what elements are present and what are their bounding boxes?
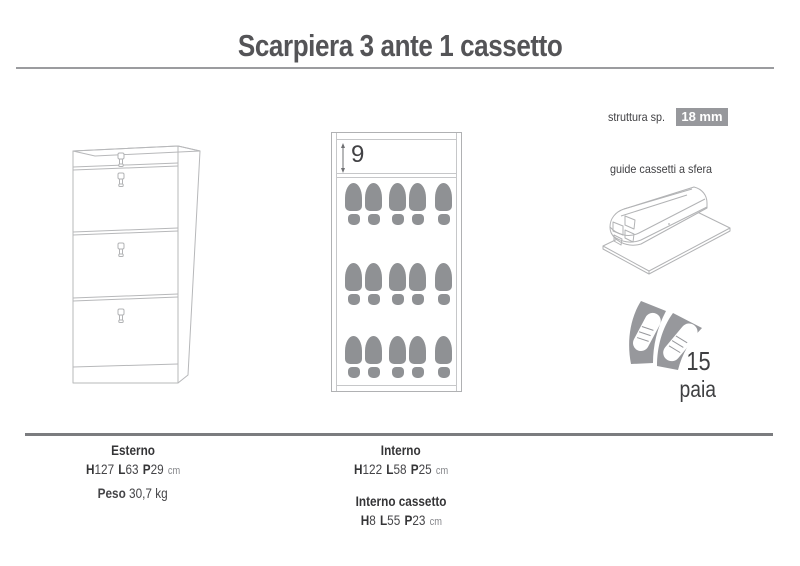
footprint-sole-icon [435, 263, 452, 307]
footprint-sole-icon [365, 336, 382, 380]
footprint-sole-icon [389, 183, 406, 227]
spec-block-esterno [33, 442, 233, 501]
footprint-row [345, 263, 452, 307]
footprint-row [345, 336, 452, 380]
footprint-sole-icon [435, 183, 452, 227]
interno-title: Interno [381, 442, 421, 458]
footprint-sole-icon [409, 263, 426, 307]
interno-cassetto-dimensions: H8 L55 P23 cm [360, 511, 442, 528]
key-handle-icon [118, 153, 124, 323]
struttura-label: struttura sp. [608, 110, 666, 124]
spec-block-interno [301, 442, 501, 528]
interior-bottom-panel-line [336, 385, 457, 386]
footprint-sole-icon [389, 336, 406, 380]
capacity-note [661, 348, 735, 401]
footprint-sole-icon [345, 263, 362, 307]
specs-divider-line [25, 433, 773, 436]
interior-left-panel-line [336, 133, 337, 391]
footprint-sole-icon [409, 183, 426, 227]
struttura-thickness-badge: 18 mm [676, 108, 727, 126]
footprint-sole-icon [365, 263, 382, 307]
cabinet-front-illustration [70, 134, 202, 386]
title-divider-line [16, 67, 774, 69]
peso-line: Peso 30,7 kg [98, 484, 168, 501]
interior-top-panel-line [336, 139, 457, 140]
drawer-height-value: 9 [351, 141, 365, 168]
guide-label: guide cassetti a sfera [610, 162, 713, 176]
interior-right-panel-line [456, 133, 457, 391]
capacity-unit: paia [679, 376, 717, 402]
drawer-divider-line [336, 177, 457, 178]
struttura-spec [608, 108, 728, 126]
esterno-dimensions: H127 L63 P29 cm [85, 461, 181, 478]
footprint-sole-icon [409, 336, 426, 380]
page-title: Scarpiera 3 ante 1 cassetto [237, 28, 563, 63]
interno-cassetto-title: Interno cassetto [355, 492, 447, 509]
capacity-value: 15 [685, 346, 711, 376]
footprint-sole-icon [389, 263, 406, 307]
drawer-guide-icon [597, 186, 735, 276]
footprint-sole-icon [365, 183, 382, 227]
drawer-divider-line [336, 173, 457, 174]
footprint-sole-icon [345, 336, 362, 380]
cabinet-interior-illustration [331, 132, 462, 392]
footprint-sole-icon [345, 183, 362, 227]
dimension-arrow-icon [338, 143, 348, 173]
interno-dimensions: H122 L58 P25 cm [353, 461, 449, 478]
footprint-sole-icon [435, 336, 452, 380]
esterno-title: Esterno [111, 442, 155, 458]
footprint-row [345, 183, 452, 227]
